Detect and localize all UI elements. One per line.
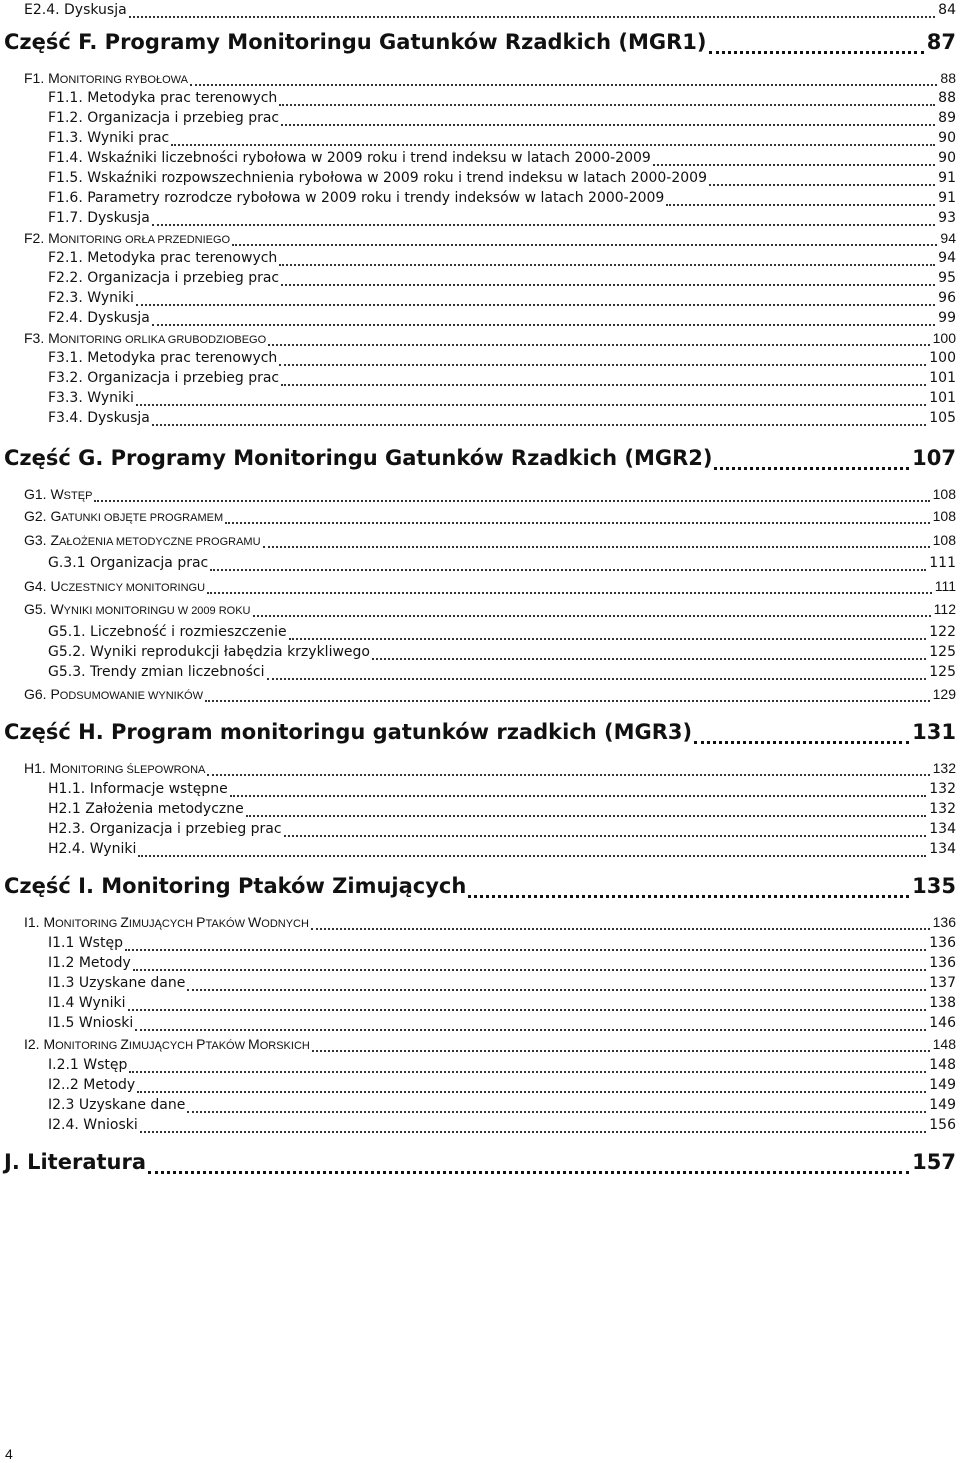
toc-section-entry[interactable] — [48, 410, 956, 429]
toc-entry-title: G1. WSTĘP — [24, 486, 93, 502]
dot-leader — [281, 370, 926, 386]
toc-chapter-entry[interactable] — [24, 760, 956, 779]
toc-section-entry[interactable] — [48, 955, 956, 974]
dot-leader — [135, 1015, 926, 1031]
toc-entry-title: E2.4. Dyskusja — [24, 2, 127, 18]
toc-entry-title: F3.3. Wyniki — [48, 390, 134, 406]
toc-entry-title: F2.3. Wyniki — [48, 290, 134, 306]
toc-entry-title: Część G. Programy Monitoringu Gatunków Rzadkich (MGR2) — [4, 446, 713, 470]
toc-section-entry[interactable] — [48, 390, 956, 409]
dot-leader — [253, 601, 931, 617]
toc-section-entry[interactable] — [48, 270, 956, 289]
dot-leader — [232, 230, 937, 246]
dot-leader — [312, 1036, 930, 1052]
toc-entry-title: H2.4. Wyniki — [48, 841, 137, 857]
toc-page-number: 100 — [929, 350, 956, 366]
toc-page-number: 94 — [940, 230, 956, 246]
dot-leader — [94, 486, 929, 502]
toc-section-entry[interactable] — [48, 1057, 956, 1076]
toc-page-number: 129 — [932, 686, 956, 702]
dot-leader — [136, 390, 926, 406]
toc-entry-title: G5.3. Trendy zmian liczebności — [48, 664, 265, 680]
dot-leader — [311, 914, 930, 930]
dot-leader — [246, 801, 927, 817]
toc-section-entry[interactable] — [24, 2, 956, 21]
toc-entry-title: I1.2 Metody — [48, 955, 131, 971]
toc-chapter-entry[interactable] — [24, 230, 956, 249]
toc-page-number: 108 — [932, 486, 956, 502]
dot-leader — [190, 70, 937, 86]
dot-leader — [207, 760, 929, 776]
toc-chapter-entry[interactable] — [24, 1036, 956, 1055]
toc-chapter-entry[interactable] — [24, 578, 956, 597]
toc-part-entry[interactable] — [4, 874, 956, 902]
toc-entry-title: G6. PODSUMOWANIE WYNIKÓW — [24, 686, 203, 702]
toc-section-entry[interactable] — [48, 995, 956, 1014]
toc-entry-title: F1.5. Wskaźniki rozpowszechnienia rybołowa w 2009 roku i trend indeksu w latach 2000-2009 — [48, 170, 707, 186]
toc-entry-title: F3.2. Organizacja i przebieg prac — [48, 370, 280, 386]
toc-entry-title: H1.1. Informacje wstępne — [48, 781, 228, 797]
toc-page-number: 148 — [929, 1057, 956, 1073]
toc-page-number: 95 — [938, 270, 956, 286]
toc-section-entry[interactable] — [48, 150, 956, 169]
toc-chapter-entry[interactable] — [24, 330, 956, 349]
toc-page-number: 136 — [929, 955, 956, 971]
toc-section-entry[interactable] — [48, 250, 956, 269]
toc-page-number: 149 — [929, 1097, 956, 1113]
toc-page-number: 108 — [932, 532, 956, 548]
toc-entry-title: Część I. Monitoring Ptaków Zimujących — [4, 874, 467, 898]
toc-page-number: 100 — [932, 330, 956, 346]
toc-section-entry[interactable] — [48, 624, 956, 643]
toc-chapter-entry[interactable] — [24, 686, 956, 705]
dot-leader — [289, 624, 927, 640]
toc-page-number: 132 — [929, 801, 956, 817]
toc-section-entry[interactable] — [48, 1097, 956, 1116]
dot-leader — [281, 110, 935, 126]
dot-leader — [263, 532, 930, 548]
toc-page-number: 101 — [929, 370, 956, 386]
dot-leader — [281, 270, 935, 286]
toc-entry-title: G5. WYNIKI MONITORINGU W 2009 ROKU — [24, 601, 251, 617]
dot-leader — [210, 555, 926, 571]
toc-page-number: 156 — [929, 1117, 956, 1133]
toc-entry-title: F3.1. Metodyka prac terenowych — [48, 350, 278, 366]
toc-page-number: 96 — [938, 290, 956, 306]
toc-entry-title: F2. MONITORING ORŁA PRZEDNIEGO — [24, 230, 231, 246]
toc-section-entry[interactable] — [48, 1015, 956, 1034]
dot-leader — [187, 975, 926, 991]
toc-entry-title: I.2.1 Wstęp — [48, 1057, 128, 1073]
toc-section-entry[interactable] — [48, 350, 956, 369]
dot-leader — [279, 350, 926, 366]
dot-leader — [709, 170, 935, 186]
toc-entry-title: G2. GATUNKI OBJĘTE PROGRAMEM — [24, 508, 224, 524]
toc-section-entry[interactable] — [48, 190, 956, 209]
toc-section-entry[interactable] — [48, 821, 956, 840]
dot-leader — [125, 935, 926, 951]
toc-page-number: 134 — [929, 841, 956, 857]
toc-entry-title: Część H. Program monitoringu gatunków rzadkich (MGR3) — [4, 720, 693, 744]
dot-leader — [694, 720, 909, 744]
toc-page-number: 93 — [938, 210, 956, 226]
toc-page-number: 149 — [929, 1077, 956, 1093]
toc-entry-title: F1.7. Dyskusja — [48, 210, 150, 226]
toc-entry-title: I2.3 Uzyskane dane — [48, 1097, 186, 1113]
toc-page-number: 132 — [929, 781, 956, 797]
toc-entry-title: F3.4. Dyskusja — [48, 410, 150, 426]
toc-page-number: 111 — [929, 555, 956, 571]
toc-page-number: 136 — [929, 935, 956, 951]
toc-entry-title: I1.1 Wstęp — [48, 935, 123, 951]
toc-page-number: 89 — [938, 110, 956, 126]
toc-entry-title: G5.1. Liczebność i rozmieszczenie — [48, 624, 287, 640]
toc-entry-title: F1. MONITORING RYBOŁOWA — [24, 70, 188, 86]
toc-page-number: 91 — [938, 170, 956, 186]
toc-part-entry[interactable] — [4, 446, 956, 474]
toc-page-number: 134 — [929, 821, 956, 837]
toc-page-number: 88 — [938, 90, 956, 106]
dot-leader — [128, 995, 927, 1011]
toc-entry-title: I2..2 Metody — [48, 1077, 136, 1093]
toc-section-entry[interactable] — [48, 841, 956, 860]
dot-leader — [152, 410, 926, 426]
toc-page-number: 90 — [938, 130, 956, 146]
toc-page-number: 91 — [938, 190, 956, 206]
toc-part-entry[interactable] — [4, 30, 956, 58]
toc-section-entry[interactable] — [48, 370, 956, 389]
toc-section-entry[interactable] — [48, 781, 956, 800]
dot-leader — [171, 130, 935, 146]
toc-page-number: 84 — [938, 2, 956, 18]
toc-chapter-entry[interactable] — [24, 486, 956, 505]
page-number: 4 — [5, 1446, 13, 1462]
toc-section-entry[interactable] — [48, 310, 956, 329]
dot-leader — [137, 1077, 926, 1093]
dot-leader — [187, 1097, 926, 1113]
toc-part-entry[interactable] — [4, 1150, 956, 1178]
toc-section-entry[interactable] — [48, 210, 956, 229]
toc-chapter-entry[interactable] — [24, 914, 956, 933]
toc-part-entry[interactable] — [4, 720, 956, 748]
toc-chapter-entry[interactable] — [24, 508, 956, 527]
toc-page-number: 138 — [929, 995, 956, 1011]
dot-leader — [207, 578, 932, 594]
dot-leader — [129, 1057, 926, 1073]
toc-entry-title: F3. MONITORING ORLIKA GRUBODZIOBEGO — [24, 330, 267, 346]
toc-section-entry[interactable] — [48, 130, 956, 149]
toc-entry-title: I1.3 Uzyskane dane — [48, 975, 186, 991]
toc-page-number: 112 — [933, 601, 956, 617]
toc-entry-title: G4. UCZESTNICY MONITORINGU — [24, 578, 206, 594]
toc-page-number: 94 — [938, 250, 956, 266]
toc-page-number: 101 — [929, 390, 956, 406]
dot-leader — [653, 150, 935, 166]
toc-page-number: 99 — [938, 310, 956, 326]
dot-leader — [372, 644, 926, 660]
dot-leader — [136, 290, 935, 306]
toc-page-number: 88 — [940, 70, 956, 86]
toc-entry-title: F1.2. Organizacja i przebieg prac — [48, 110, 280, 126]
toc-entry-title: G5.2. Wyniki reprodukcji łabędzia krzykliwego — [48, 644, 370, 660]
toc-section-entry[interactable] — [48, 170, 956, 189]
toc-entry-title: F2.2. Organizacja i przebieg prac — [48, 270, 280, 286]
toc-section-entry[interactable] — [48, 290, 956, 309]
dot-leader — [268, 330, 929, 346]
dot-leader — [140, 1117, 927, 1133]
toc-entry-title: I2.4. Wnioski — [48, 1117, 138, 1133]
dot-leader — [205, 686, 930, 702]
toc-section-entry[interactable] — [48, 935, 956, 954]
toc-page-number: 111 — [934, 578, 956, 594]
toc-section-entry[interactable] — [48, 664, 956, 683]
toc-entry-title: G3. ZAŁOŻENIA METODYCZNE PROGRAMU — [24, 532, 261, 548]
dot-leader — [267, 664, 927, 680]
toc-chapter-entry[interactable] — [24, 601, 956, 620]
toc-page-number: 157 — [912, 1150, 956, 1174]
toc-page-number: 146 — [929, 1015, 956, 1031]
dot-leader — [279, 90, 935, 106]
toc-page-number: 136 — [932, 914, 956, 930]
toc-entry-title: F2.1. Metodyka prac terenowych — [48, 250, 278, 266]
toc-page-number: 148 — [932, 1036, 956, 1052]
toc-entry-title: I2. MONITORING ZIMUJĄCYCH PTAKÓW MORSKICH — [24, 1036, 310, 1052]
dot-leader — [230, 781, 926, 797]
toc-entry-title: F1.4. Wskaźniki liczebności rybołowa w 2009 roku i trend indeksu w latach 2000-2009 — [48, 150, 651, 166]
toc-entry-title: Część F. Programy Monitoringu Gatunków Rzadkich (MGR1) — [4, 30, 707, 54]
toc-entry-title: F2.4. Dyskusja — [48, 310, 150, 326]
dot-leader — [279, 250, 935, 266]
toc-entry-title: J. Literatura — [4, 1150, 147, 1174]
dot-leader — [225, 508, 930, 524]
toc-entry-title: H2.1 Założenia metodyczne — [48, 801, 244, 817]
toc-page-number: 107 — [912, 446, 956, 470]
dot-leader — [152, 210, 935, 226]
dot-leader — [284, 821, 927, 837]
toc-chapter-entry[interactable] — [24, 70, 956, 89]
toc-section-entry[interactable] — [48, 555, 956, 574]
toc-entry-title: I1.4 Wyniki — [48, 995, 126, 1011]
toc-entry-title: I1. MONITORING ZIMUJĄCYCH PTAKÓW WODNYCH — [24, 914, 309, 930]
toc-section-entry[interactable] — [48, 110, 956, 129]
toc-entry-title: F1.3. Wyniki prac — [48, 130, 170, 146]
dot-leader — [152, 310, 935, 326]
toc-page-number: 105 — [929, 410, 956, 426]
toc-page-number: 108 — [932, 508, 956, 524]
toc-section-entry[interactable] — [48, 801, 956, 820]
dot-leader — [468, 874, 909, 898]
dot-leader — [148, 1150, 909, 1174]
toc-page-number: 132 — [932, 760, 956, 776]
toc-section-entry[interactable] — [48, 1077, 956, 1096]
toc-page-number: 90 — [938, 150, 956, 166]
toc-page-number: 135 — [912, 874, 956, 898]
toc-entry-title: I1.5 Wnioski — [48, 1015, 134, 1031]
dot-leader — [714, 446, 909, 470]
toc-entry-title: F1.1. Metodyka prac terenowych — [48, 90, 278, 106]
toc-page-number: 131 — [912, 720, 956, 744]
toc-entry-title: H2.3. Organizacja i przebieg prac — [48, 821, 282, 837]
toc-section-entry[interactable] — [48, 1117, 956, 1136]
toc-entry-title: G.3.1 Organizacja prac — [48, 555, 209, 571]
toc-page-number: 125 — [929, 664, 956, 680]
toc-section-entry[interactable] — [48, 90, 956, 109]
dot-leader — [138, 841, 926, 857]
toc-chapter-entry[interactable] — [24, 532, 956, 551]
toc-section-entry[interactable] — [48, 975, 956, 994]
toc-page-number: 137 — [929, 975, 956, 991]
dot-leader — [709, 30, 924, 54]
toc-section-entry[interactable] — [48, 644, 956, 663]
dot-leader — [666, 190, 935, 206]
dot-leader — [129, 2, 935, 18]
toc-page-number: 125 — [929, 644, 956, 660]
toc-entry-title: F1.6. Parametry rozrodcze rybołowa w 2009 roku i trendy indeksów w latach 2000-2009 — [48, 190, 665, 206]
toc-page-number: 122 — [929, 624, 956, 640]
toc-entry-title: H1. MONITORING ŚLEPOWRONA — [24, 760, 206, 776]
dot-leader — [133, 955, 927, 971]
toc-page-number: 87 — [926, 30, 956, 54]
